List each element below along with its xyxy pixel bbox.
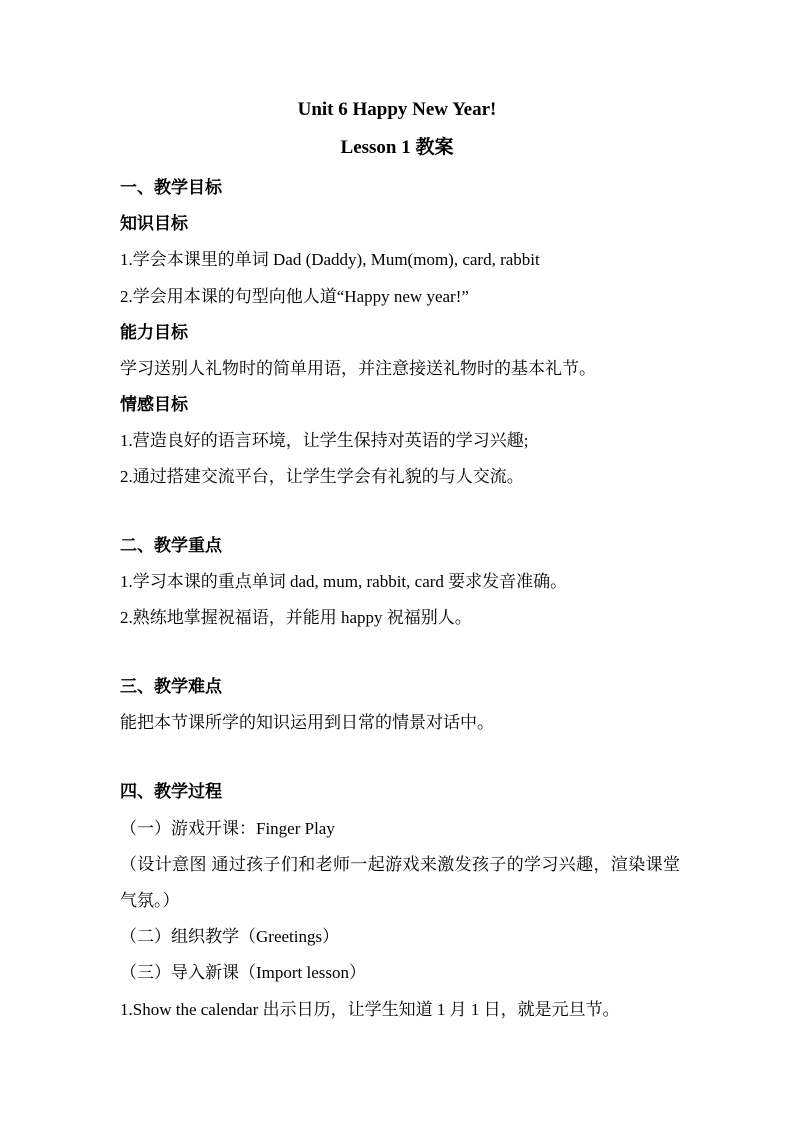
process-step-1-note: （设计意图 通过孩子们和老师一起游戏来激发孩子的学习兴趣，渲染课堂气氛。） [120,855,680,910]
process-step-2: （二）组织教学（Greetings） [120,927,340,946]
process-step-3: （三）导入新课（Import lesson） [120,963,367,982]
emotion-item-2: 2.通过搭建交流平台，让学生学会有礼貌的与人交流。 [120,467,524,486]
document-title: Unit 6 Happy New Year! [297,99,497,120]
section-heading-key-points: 二、教学重点 [120,536,222,555]
ability-objectives-text: 学习送别人礼物时的简单用语，并注意接送礼物时的基本礼节。 [120,359,596,378]
key-point-item-2: 2.熟练地掌握祝福语，并能用 happy 祝福别人。 [120,608,472,627]
key-point-item-1: 1.学习本课的重点单词 dad, mum, rabbit, card 要求发音准确。 [120,572,568,591]
knowledge-objectives-heading: 知识目标 [120,214,188,233]
process-step-1: （一）游戏开课：Finger Play [120,819,335,838]
section-heading-process: 四、教学过程 [120,782,222,801]
document-subtitle: Lesson 1 教案 [340,137,454,158]
emotion-objectives-heading: 情感目标 [120,395,188,414]
emotion-item-1: 1.营造良好的语言环境，让学生保持对英语的学习兴趣; [120,431,529,450]
section-heading-objectives: 一、教学目标 [120,178,222,197]
knowledge-item-2: 2.学会用本课的句型向他人道“Happy new year!” [120,287,469,306]
section-heading-difficulties: 三、教学难点 [120,677,222,696]
difficulty-text: 能把本节课所学的知识运用到日常的情景对话中。 [120,713,494,732]
ability-objectives-heading: 能力目标 [120,323,188,342]
knowledge-item-1: 1.学会本课里的单词 Dad (Daddy), Mum(mom), card, rabbit [120,250,540,269]
process-step-3-item-1: 1.Show the calendar 出示日历，让学生知道 1 月 1 日，就是元旦节。 [120,1000,620,1019]
